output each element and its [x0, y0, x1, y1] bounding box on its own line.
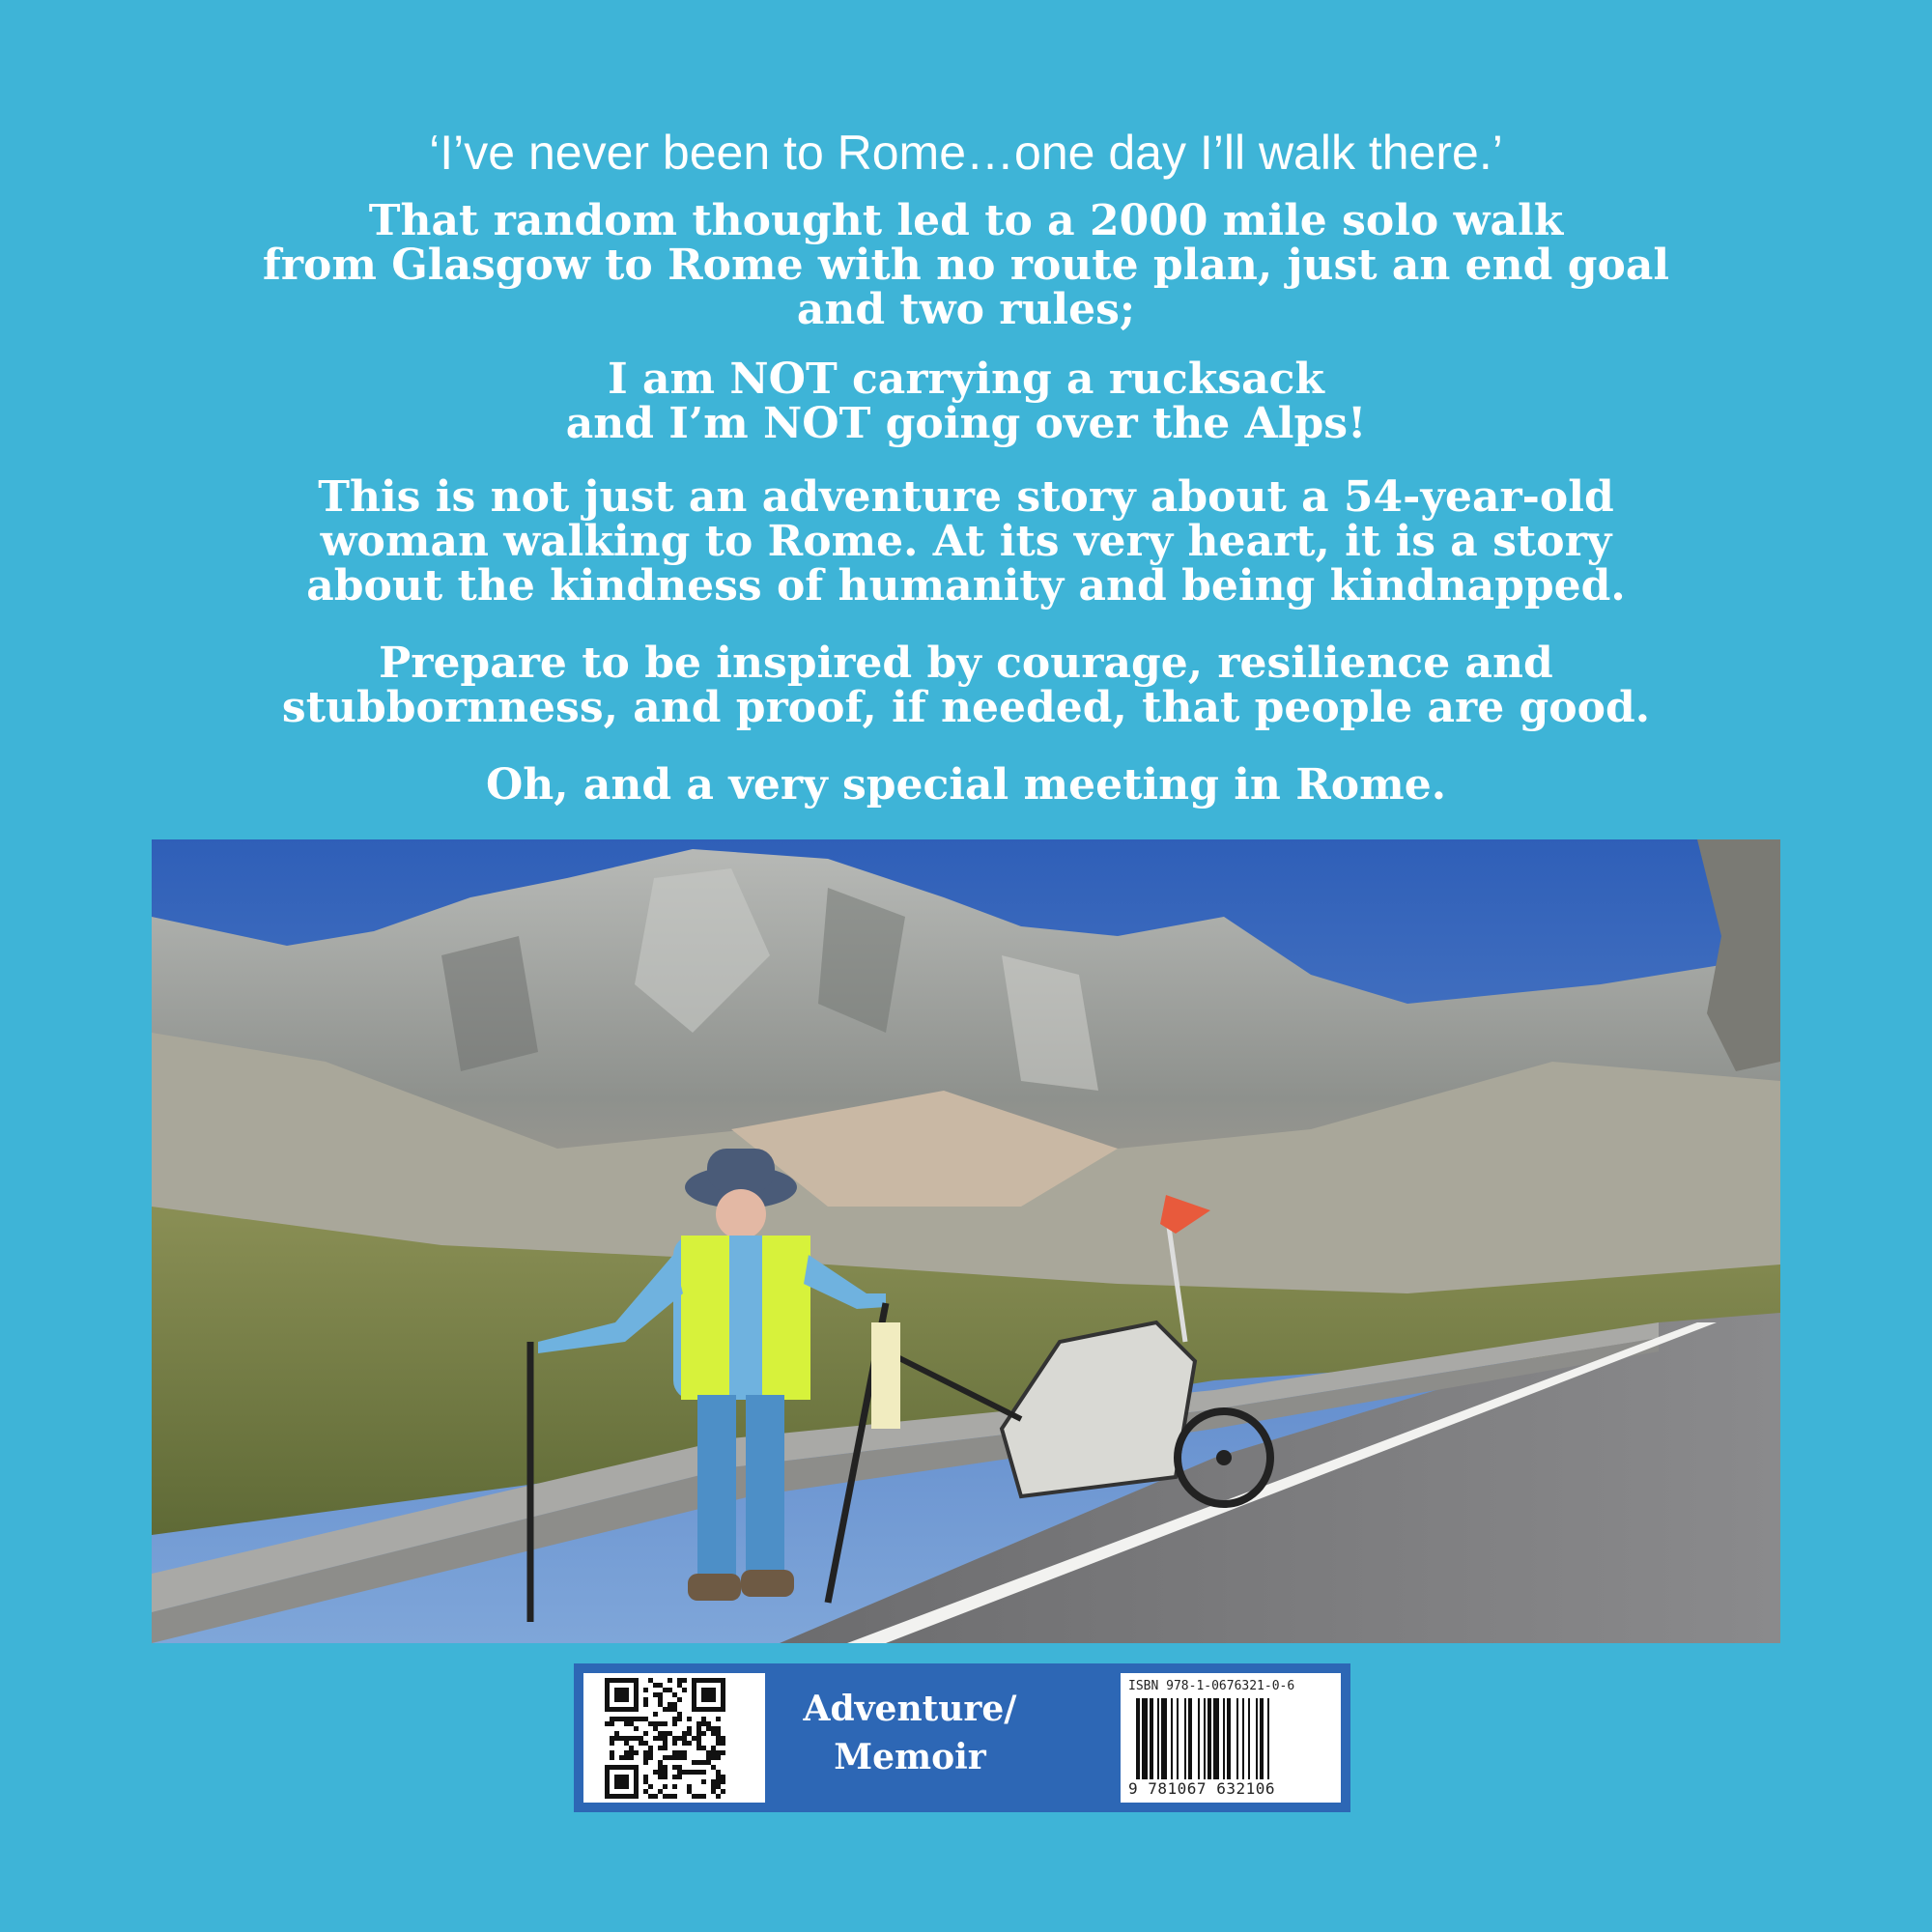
genre-line: Memoir	[834, 1737, 986, 1777]
cover-photo-mountain-walker	[152, 839, 1780, 1643]
blurb-line: Oh, and a very special meeting in Rome.	[485, 760, 1447, 810]
qr-code-icon[interactable]	[583, 1673, 765, 1803]
blurb-paragraph-2	[97, 357, 1835, 446]
blurb-line: and two rules;	[796, 285, 1136, 334]
blurb-line: woman walking to Rome. At its very heart, it is a story	[320, 517, 1612, 566]
isbn-barcode	[1121, 1673, 1341, 1803]
genre-label	[777, 1685, 1043, 1781]
blurb-line: Prepare to be inspired by courage, resilience and	[379, 639, 1553, 688]
blurb-line: stubbornness, and proof, if needed, that people are good.	[281, 683, 1651, 732]
blurb-line: I am NOT carrying a rucksack	[608, 355, 1324, 404]
back-cover-info-box	[574, 1663, 1350, 1812]
back-cover-quote: ‘I’ve never been to Rome…one day I’ll walk there.’	[429, 126, 1503, 180]
isbn-label: ISBN 978-1-0676321-0-6	[1128, 1679, 1295, 1693]
genre-line: Adventure/	[803, 1689, 1017, 1729]
blurb-paragraph-1	[97, 196, 1835, 334]
blurb-line: from Glasgow to Rome with no route plan, just an end goal	[262, 241, 1670, 290]
blurb-paragraph-5	[97, 760, 1835, 810]
blurb-line: This is not just an adventure story about a 54-year-old	[318, 472, 1614, 522]
blurb-line: about the kindness of humanity and being kindnapped.	[306, 561, 1626, 611]
blurb-paragraph-4	[97, 641, 1835, 730]
blurb-line: That random thought led to a 2000 mile solo walk	[368, 196, 1564, 245]
blurb-paragraph-3	[97, 472, 1835, 611]
barcode-icon	[1136, 1698, 1325, 1779]
blurb-line: and I’m NOT going over the Alps!	[565, 399, 1367, 448]
isbn-digits: 9 781067 632106	[1128, 1779, 1275, 1798]
